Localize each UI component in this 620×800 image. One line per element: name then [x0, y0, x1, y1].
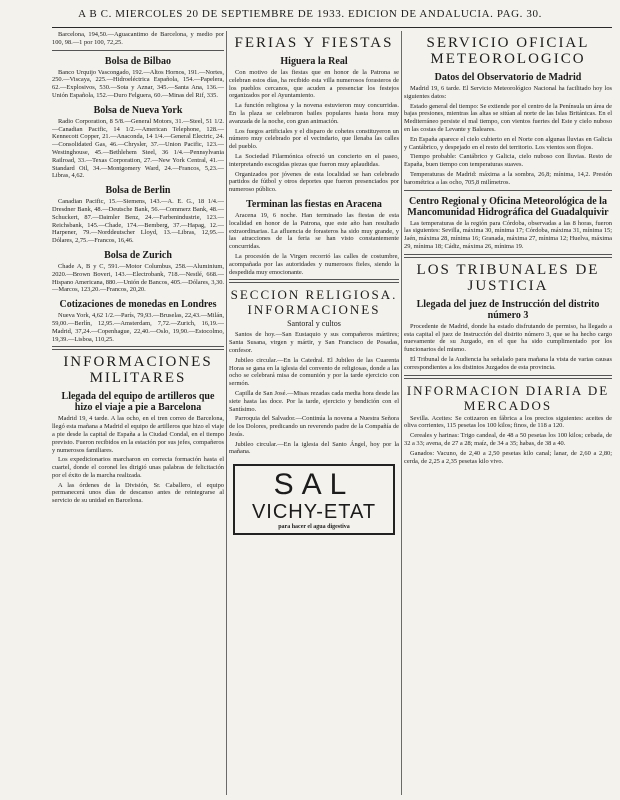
- london-quotes: Nueva York, 4,62 1/2.—París, 79,93.—Bruselas, 22,43.—Milán, 59,00.—Berlín, 12,95.—Amsterdam, 7,72.—Zurich, 16,19.—Madrid, 37,24.—Copenhague, 22,40.—Oslo, 19,90.—Estocolmo, 19,39.—Lisboa, 110,25.: [52, 312, 224, 343]
- article-paragraph: Capilla de San José.—Misas rezadas cada media hora desde las siete hasta las doce. Por la tarde, ejercicio y bendición con el Santísimo.: [229, 389, 399, 413]
- ad-title-sal: SAL: [273, 468, 355, 502]
- article-paragraph: La función religiosa y la novena estuvieron muy concurridas. En la plaza se celebraron bailes populares hasta hora muy avanzada de la noche, con gran animación.: [229, 102, 399, 125]
- heading-fiestas-aracena: Terminan las fiestas en Aracena: [246, 198, 382, 210]
- divider: [52, 50, 224, 51]
- article-paragraph: Tiempo probable: Cantábrico y Galicia, cielo nuboso con lluvias. Resto de España, buen tiempo con temperaturas suaves.: [404, 153, 612, 169]
- heading-servicio-meteorologico: SERVICIO OFICIAL METEOROLOGICO: [426, 35, 590, 67]
- heading-informacion-mercados: INFORMACION DIARIA DE MERCADOS: [406, 382, 610, 413]
- article-paragraph: Parroquia del Salvador.—Continúa la novena a Nuestra Señora de los Dolores, predicando un reverendo padre de la Compañía de Jesús.: [229, 415, 399, 438]
- article-paragraph: En España aparece el cielo cubierto en el Norte con algunas lluvias en Galicia y Cantábrico, y despejado en el resto del territorio. Los vientos son flojos.: [404, 135, 612, 151]
- article-paragraph: Ganados: Vacuno, de 2,40 a 2,50 pesetas kilo canal; lanar, de 2,60 a 2,80; cerda, de 2,25 a 2,35 pesetas kilo vivo.: [404, 449, 612, 465]
- divider: [404, 375, 612, 379]
- newyork-quotes: Radio Corporation, 8 5/8.—General Motors, 31.—Steel, 51 1/2.—Canadian Pacific, 14 1/2.—American Telephone, 128.—Kennecott Copper, 21.—Anaconda, 14 1/4.—General Electric, 24.—Consolidated Gas, 46.—Chrysler, 37.—Union Pacific, 123.—Westinghouse, 45.—Bethlehem Steel, 36 1/4.—Pennsylvania Railroad, 33.—Texas Corporation, 27.—New York Central, 41.—Standard Oil, 34.—Montgomery Ward, 24.—Francos, 5,23.—Libras, 4,62.: [52, 117, 224, 180]
- divider: [404, 254, 612, 258]
- subheading-higuera-la-real: Higuera la Real: [280, 56, 348, 67]
- column-divider: [226, 31, 227, 795]
- subheading-artilleros: Llegada del equipo de artilleros que hizo el viaje a pie a Barcelona: [61, 391, 215, 414]
- divider: [52, 346, 224, 350]
- column-2: [229, 31, 399, 795]
- article-paragraph: Sevilla. Aceites: Se cotizaron en fábrica a los precios siguientes: aceites de oliva corrientes, 115 pesetas los 100 kilos; finos, de 118 a 120.: [404, 414, 612, 430]
- article-paragraph: Estado general del tiempo: Se extiende por el centro de la Península un área de bajas presiones, mientras las altas se sitúan al norte de las Islas Británicas. En el Mediterráneo persiste el mal tiempo, con vientos fuertes del Este y cielo nuboso en las costas de Levante y Baleares.: [404, 102, 612, 133]
- column-1: [52, 31, 224, 795]
- column-divider: [401, 31, 402, 795]
- article-paragraph: Con motivo de las fiestas que en honor de la Patrona se celebran estos días, ha recibido esta villa numerosos forasteros de los pueblos cercanos, que acuden a presenciar los festejos organizados por el Ayuntamiento.: [229, 69, 399, 100]
- berlin-quotes: Canadian Pacific, 15.—Siemens, 143.—A. E. G., 18 1/4.—Dresdner Bank, 48.—Deutsche Bank, 56.—Commerz Bank, 48.—Schuckert, 87.—Daimler Benz, 24.—Farbenindustrie, 123.—Reichsbank, 145.—Chade, 174.—Bemberg, 37.—Hapag, 12.—Harpener, 79.—Norddeutscher Lloyd, 13.—Libras, 12,95.—Dólares, 2,75.—Francos, 16,46.: [52, 198, 224, 245]
- article-paragraph: Las temperaturas de la región para Córdoba, observadas a las 8 horas, fueron las siguientes: Sevilla, máxima 30, mínima 17; Córdoba, máxima 31, mínima 15; Jaén, máxima 28, mínima 16; Granada, máxima 27, mínima 12; Huelva, máxima 29, mínima 18; Cádiz, máxima 26, mínima 19.: [404, 219, 612, 250]
- article-paragraph: Aracena 19, 6 noche. Han terminado las fiestas de esta localidad en honor de la Patrona, que este año han resultado extraordinarias. La afluencia de forasteros ha sido muy grande, y las atracciones de la feria se han visto constantemente concurridas.: [229, 211, 399, 251]
- article-paragraph: Organizados por jóvenes de esta localidad se han celebrado partidos de fútbol y otros deportes que fueron presenciados por numeroso público.: [229, 170, 399, 194]
- advertisement-vichy-etat: [233, 464, 395, 535]
- ad-tagline: para hacer el agua digestiva: [278, 524, 350, 531]
- article-paragraph: Los fuegos artificiales y el disparo de cohetes constituyeron un número muy celebrado por el vecindario, que llenaba las calles del pueblo.: [229, 127, 399, 151]
- article-paragraph: La Sociedad Filarmónica ofreció un concierto en el paseo, interpretando escogidas piezas que fueron muy aplaudidas.: [229, 152, 399, 168]
- heading-ferias-y-fiestas: FERIAS Y FIESTAS: [234, 35, 394, 51]
- subheading-juez-instruccion: Llegada del juez de Instrucción del distrito número 3: [416, 298, 600, 321]
- article-paragraph: Jubileo circular.—En la iglesia del Santo Ángel, hoy por la mañana.: [229, 440, 399, 456]
- subheading-observatorio-madrid: Datos del Observatorio de Madrid: [434, 72, 582, 83]
- zurich-quotes: Chade A, B y C, 591.—Motor Columbus, 258.—Aluminium, 2020.—Brown Boveri, 143.—Electrobank, 718.—Nestlé, 668.—Hispano Americana, 880.—Unión de Bancos, 405.—Dólares, 3,30.—Marcos, 123,20.—Francos, 20,20.: [52, 262, 224, 294]
- article-paragraph: Jubileo circular.—En la Catedral. El Jubileo de las Cuarenta Horas se gana en la iglesia del convento de religiosas, donde a las ocho se celebrará misa de comunión y por la tarde ejercicio con sermón.: [229, 356, 399, 388]
- ad-title-vichy-etat: VICHY-ETAT: [251, 501, 377, 524]
- article-paragraph: Madrid 19, 6 tarde. El Servicio Meteorológico Nacional ha facilitado hoy los siguientes datos:: [404, 85, 612, 100]
- article-paragraph: Cereales y harinas: Trigo candeal, de 48 a 50 pesetas los 100 kilos; cebada, de 32 a 33; avena, de 27 a 28; maíz, de 34 a 35; habas, de 38 a 40.: [404, 432, 612, 447]
- top-rule: [52, 27, 612, 28]
- article-paragraph: Madrid 19, 4 tarde. A las ocho, en el tren correo de Barcelona, llegó esta mañana a Madrid el equipo de artilleros que hizo el viaje a pie desde la capital de España a la Ciudad Condal, en el tiempo previsto. Fueron recibidos en la estación por sus jefes, compañeros y numerosos familiares.: [52, 415, 224, 454]
- heading-informaciones-militares: INFORMACIONES MILITARES: [63, 354, 213, 387]
- masthead: A B C. MIERCOLES 20 DE SEPTIEMBRE DE 1933. EDICION DE ANDALUCIA. PAG. 30.: [78, 8, 542, 20]
- subheading-santoral: Santoral y cultos: [287, 319, 341, 329]
- article-paragraph: Procedente de Madrid, donde ha estado disfrutando de permiso, ha llegado a esta capital el juez de Instrucción del distrito número 3, que se ha hecho cargo nuevamente de su Juzgado, en el que ha sido cumplimentado por los funcionarios del mismo.: [404, 322, 612, 354]
- heading-cotizaciones-londres: Cotizaciones de monedas en Londres: [59, 299, 217, 311]
- article-paragraph: Santos de hoy.—San Eustaquio y sus compañeros mártires; Santa Susana, virgen y mártir, y San Francisco de Posadas, confesor.: [229, 331, 399, 354]
- divider: [404, 190, 612, 191]
- heading-seccion-religiosa: SECCION RELIGIOSA. INFORMACIONES: [230, 287, 398, 318]
- heading-bolsa-bilbao: Bolsa de Bilbao: [104, 55, 172, 67]
- article-paragraph: La procesión de la Virgen recorrió las calles de costumbre, acompañada por las autoridades y numerosos fieles, siendo la despedida muy emocionante.: [229, 252, 399, 276]
- heading-bolsa-zurich: Bolsa de Zurich: [104, 249, 172, 261]
- heading-bolsa-nueva-york: Bolsa de Nueva York: [93, 104, 183, 116]
- heading-centro-regional: Centro Regional y Oficina Meteorológica de la Mancomunidad Hidrográfica del Guadalquivir: [407, 195, 609, 218]
- stock-intro: Barcelona, 194,50.—Aguacantimo de Barcelona, y medio por 100, 98.—1 por 100, 72,25.: [52, 31, 224, 46]
- article-paragraph: Temperaturas de Madrid: máxima a la sombra, 26,8; mínima, 14,2. Presión barométrica a las ocho, 705,8 milímetros.: [404, 170, 612, 186]
- column-3: [404, 31, 612, 795]
- divider: [229, 279, 399, 283]
- article-paragraph: El Tribunal de la Audiencia ha señalado para mañana la vista de varias causas correspondientes a los distintos Juzgados de esta provincia.: [404, 355, 612, 371]
- heading-bolsa-berlin: Bolsa de Berlin: [105, 185, 171, 197]
- article-paragraph: Los expedicionarios marcharon en correcta formación hasta el cuartel, donde el coronel les dirigió unas palabras de felicitación por el éxito de la marcha realizada.: [52, 456, 224, 479]
- bilbao-quotes: Banco Urquijo Vascongado, 192.—Altos Hornos, 191.—Nortes, 250.—Viscaya, 225.—Hidroeléctrica Española, 154.—Papelera, 62.—Explosivos, 530.—Sota y Aznar, 345.—Santa Ana, 136.—Unión Española, 152.—Duro Felguera, 60.—Minas del Rif, 335.: [52, 68, 224, 99]
- heading-tribunales-justicia: LOS TRIBUNALES DE JUSTICIA: [416, 261, 600, 294]
- article-paragraph: A las órdenes de la División, Sr. Caballero, el equipo permanecerá unos días de descanso antes de reintegrarse al servicio de su unidad en Barcelona.: [52, 481, 224, 505]
